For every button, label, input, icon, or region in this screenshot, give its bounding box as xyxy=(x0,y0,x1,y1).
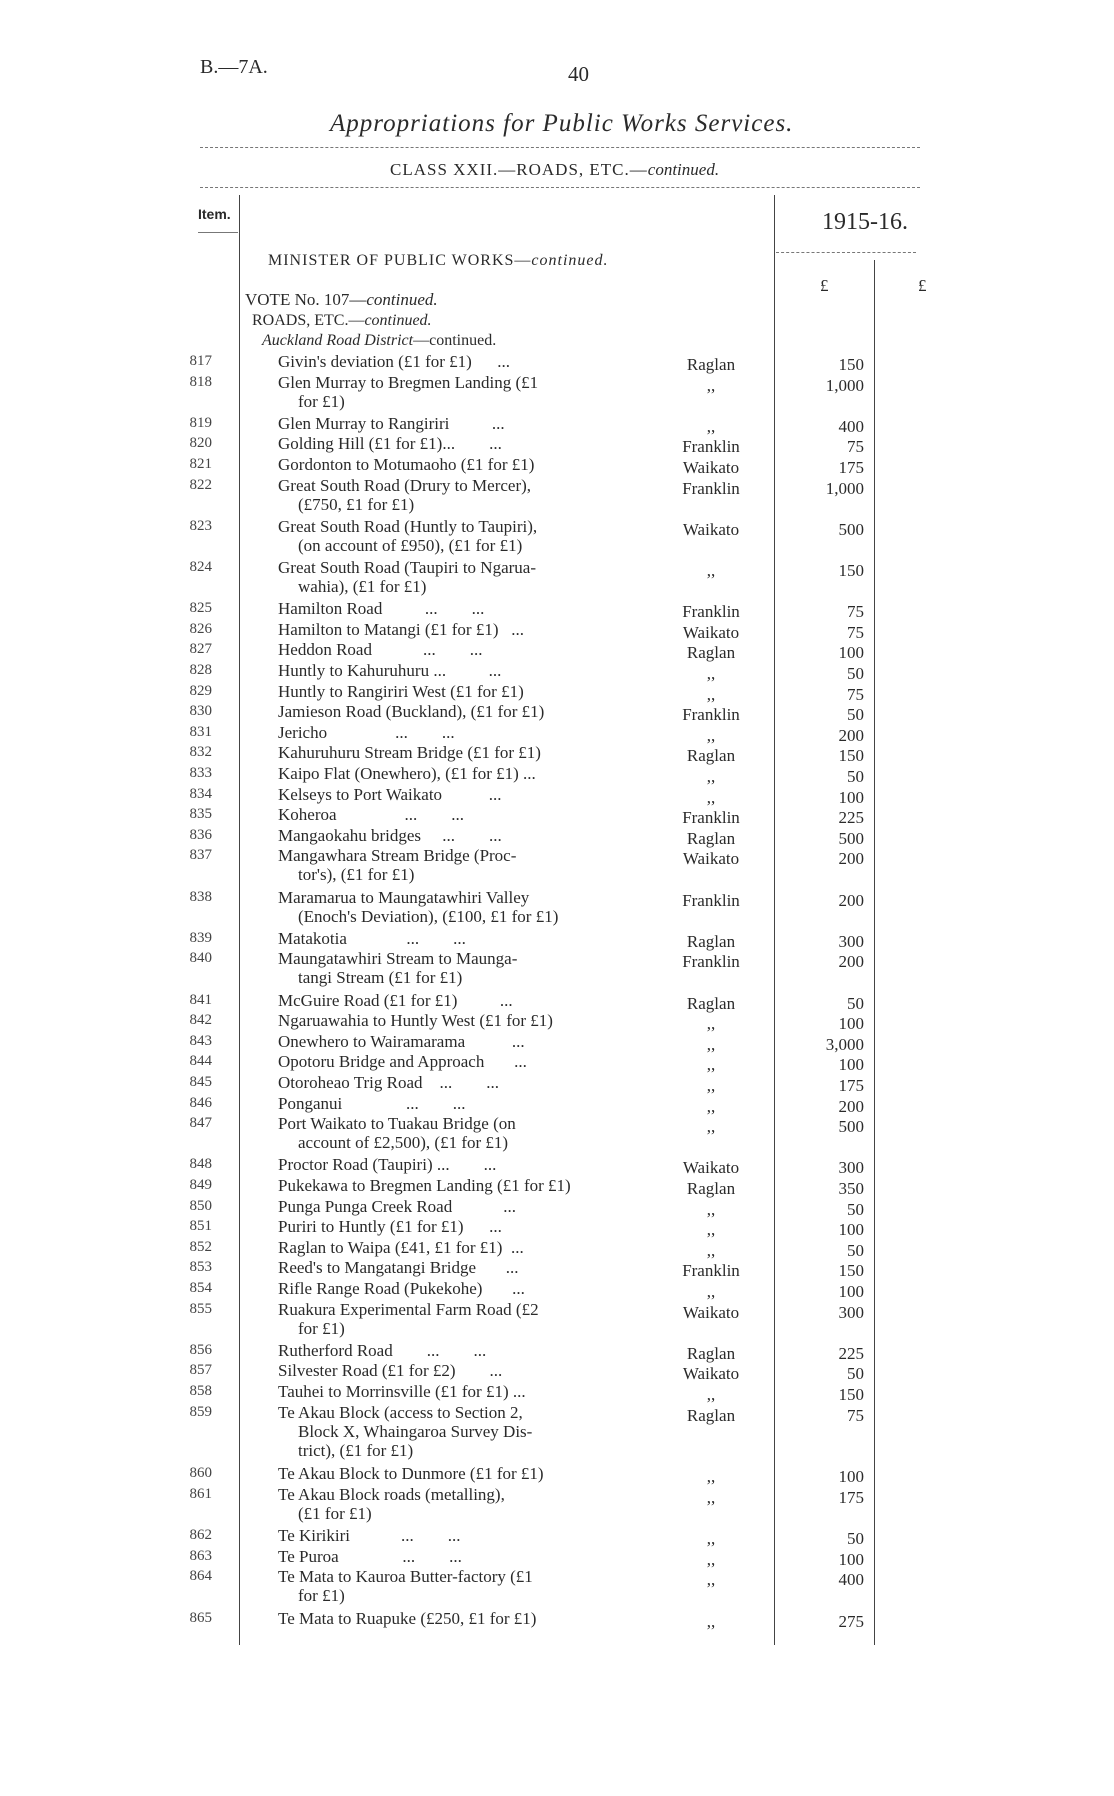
description-line: Great South Road (Huntly to Taupiri), xyxy=(278,516,538,536)
class-rule xyxy=(200,187,920,188)
item-description xyxy=(278,764,536,783)
item-number: 858 xyxy=(189,1383,212,1399)
amount: 200 xyxy=(838,952,864,972)
item-number: 834 xyxy=(189,785,212,802)
item-number: 863 xyxy=(189,1547,212,1564)
electorate: Waikato xyxy=(682,1158,740,1178)
amount: 200 xyxy=(838,725,864,745)
description-line: (Enoch's Deviation), (£100, £1 for £1) xyxy=(298,906,559,926)
item-description xyxy=(278,1300,539,1338)
electorate: ,, xyxy=(706,1240,716,1260)
amount: 300 xyxy=(838,1158,864,1178)
electorate: ,, xyxy=(706,1488,716,1507)
minister-heading-continued: continued. xyxy=(531,252,609,269)
description-line: Punga Punga Creek Road ... xyxy=(278,1196,516,1216)
roads-heading-text: ROADS, ETC.— xyxy=(252,312,365,329)
description-line: Opotoru Bridge and Approach ... xyxy=(278,1052,527,1072)
item-number: 821 xyxy=(189,456,212,472)
item-number: 843 xyxy=(189,1032,212,1049)
item-description xyxy=(278,991,513,1010)
district-heading xyxy=(262,332,496,350)
class-heading xyxy=(390,160,719,180)
description-line: Jamieson Road (Buckland), (£1 for £1) xyxy=(278,702,545,722)
item-number: 825 xyxy=(189,600,212,617)
amount: 150 xyxy=(838,561,864,580)
amount: 500 xyxy=(838,828,864,848)
amount: 500 xyxy=(838,519,864,539)
electorate: ,, xyxy=(706,767,716,786)
electorate: Waikato xyxy=(682,458,740,477)
amount: 50 xyxy=(847,1199,864,1219)
description-line: Great South Road (Taupiri to Ngarua- xyxy=(278,558,536,577)
item-number: 838 xyxy=(189,888,212,905)
amount: 200 xyxy=(838,890,864,910)
description-line: Te Mata to Ruapuke (£250, £1 for £1) xyxy=(278,1608,537,1628)
minister-heading xyxy=(268,252,609,270)
item-description xyxy=(278,888,558,926)
description-line: Ponganui ... ... xyxy=(278,1093,466,1113)
page-title: Appropriations for Public Works Services. xyxy=(330,110,794,137)
document-reference: B.—7A. xyxy=(200,56,268,78)
description-line: Jericho ... ... xyxy=(278,722,455,742)
description-line: Silvester Road (£1 for £2) ... xyxy=(278,1361,503,1381)
amount: 75 xyxy=(847,684,864,704)
item-number: 862 xyxy=(189,1527,212,1544)
item-description xyxy=(278,373,538,411)
item-description xyxy=(278,558,536,596)
amount: 150 xyxy=(838,355,864,374)
item-description xyxy=(278,640,482,659)
amount: 50 xyxy=(847,1529,864,1549)
amount: 175 xyxy=(838,1076,864,1095)
description-line: Golding Hill (£1 for £1)... ... xyxy=(278,434,502,454)
description-line: Te Akau Block roads (metalling), xyxy=(278,1485,505,1504)
description-line: Heddon Road ... ... xyxy=(278,640,483,660)
amount: 200 xyxy=(838,849,864,869)
amount: 100 xyxy=(838,1549,864,1569)
amount: 150 xyxy=(838,1385,864,1404)
electorate: ,, xyxy=(706,561,716,580)
item-number: 853 xyxy=(189,1259,212,1276)
description-line: Rifle Range Road (Pukekohe) ... xyxy=(278,1279,525,1298)
pound-symbol-left: £ xyxy=(820,276,829,295)
description-line: Puriri to Huntly (£1 for £1) ... xyxy=(278,1217,502,1237)
electorate: ,, xyxy=(706,1014,716,1034)
amount: 175 xyxy=(838,458,864,477)
item-number: 818 xyxy=(189,373,212,390)
year-header-rule xyxy=(776,252,916,253)
description-line: Onewhero to Wairamarama ... xyxy=(278,1031,525,1051)
item-description xyxy=(278,1052,527,1071)
description-line: Huntly to Rangiriri West (£1 for £1) xyxy=(278,681,524,701)
electorate-column-divider xyxy=(774,195,775,1645)
electorate: ,, xyxy=(706,1549,716,1569)
item-description xyxy=(278,1011,553,1030)
electorate: ,, xyxy=(706,1570,716,1590)
description-line: Rutherford Road ... ... xyxy=(278,1340,487,1360)
roads-heading xyxy=(252,312,432,330)
item-description xyxy=(278,1341,486,1360)
item-description xyxy=(278,805,464,824)
item-description xyxy=(278,1032,525,1051)
item-number: 839 xyxy=(189,929,212,946)
amount: 75 xyxy=(847,437,864,457)
electorate: ,, xyxy=(706,787,716,807)
item-description xyxy=(278,352,510,371)
amount: 1,000 xyxy=(825,478,864,498)
amount: 100 xyxy=(838,643,864,663)
description-line: account of £2,500), (£1 for £1) xyxy=(298,1133,509,1153)
item-description xyxy=(278,723,455,742)
amount-column-divider xyxy=(874,260,875,1645)
description-line: Te Akau Block (access to Section 2, xyxy=(278,1402,523,1422)
electorate: ,, xyxy=(706,1282,716,1301)
description-line: Glen Murray to Bregmen Landing (£1 xyxy=(278,372,539,392)
description-line: Maramarua to Maungatawhiri Valley xyxy=(278,887,530,907)
item-description xyxy=(278,1094,465,1113)
amount: 100 xyxy=(838,1467,864,1487)
item-number: 820 xyxy=(189,435,212,452)
description-line: Huntly to Kahuruhuru ... ... xyxy=(278,661,502,680)
item-description xyxy=(278,1547,462,1566)
item-description xyxy=(278,455,534,474)
item-number: 823 xyxy=(189,517,212,534)
item-description xyxy=(278,1279,525,1298)
amount: 100 xyxy=(838,787,864,807)
electorate: ,, xyxy=(706,416,716,436)
item-description xyxy=(278,1609,536,1628)
item-description xyxy=(278,1176,571,1195)
amount: 150 xyxy=(838,1261,864,1281)
description-line: Hamilton Road ... ... xyxy=(278,599,485,619)
item-number: 842 xyxy=(189,1012,212,1029)
description-line: Hamilton to Matangi (£1 for £1) ... xyxy=(278,619,524,639)
amount: 50 xyxy=(847,767,864,786)
electorate: ,, xyxy=(706,1096,716,1116)
item-description xyxy=(278,1258,519,1277)
class-heading-text: CLASS XXII.—ROADS, ETC.— xyxy=(390,160,648,179)
electorate: Raglan xyxy=(686,1179,736,1198)
item-description xyxy=(278,517,537,555)
electorate: Raglan xyxy=(686,993,736,1013)
item-number: 833 xyxy=(189,765,212,781)
electorate: ,, xyxy=(706,725,716,745)
description-line: Kahuruhuru Stream Bridge (£1 for £1) xyxy=(278,743,541,763)
electorate: ,, xyxy=(706,1034,716,1054)
pound-symbol-right: £ xyxy=(918,276,927,295)
item-number: 845 xyxy=(189,1074,212,1090)
item-description xyxy=(278,785,502,804)
electorate: Franklin xyxy=(682,602,740,622)
item-number: 847 xyxy=(189,1115,212,1132)
class-heading-continued: continued. xyxy=(647,160,720,179)
roads-heading-continued: continued. xyxy=(364,312,432,329)
item-number: 817 xyxy=(189,353,212,369)
amount: 100 xyxy=(838,1014,864,1034)
item-description xyxy=(278,1464,544,1483)
amount: 225 xyxy=(838,1343,864,1363)
electorate: ,, xyxy=(706,1611,716,1631)
electorate: Raglan xyxy=(686,746,736,766)
electorate: ,, xyxy=(706,1385,716,1404)
item-number: 835 xyxy=(189,806,212,823)
title-rule xyxy=(200,147,920,148)
electorate: ,, xyxy=(706,1199,716,1219)
vote-heading-text: VOTE No. 107— xyxy=(245,290,367,309)
description-line: (£1 for £1) xyxy=(298,1504,372,1523)
amount: 400 xyxy=(838,416,864,436)
amount: 1,000 xyxy=(825,375,864,395)
electorate: Franklin xyxy=(682,705,740,725)
description-line: tor's), (£1 for £1) xyxy=(298,865,415,885)
description-line: McGuire Road (£1 for £1) ... xyxy=(278,990,513,1010)
item-description xyxy=(278,682,524,701)
electorate: Franklin xyxy=(682,808,740,828)
item-column-header: Item. xyxy=(198,206,231,222)
electorate: Franklin xyxy=(682,478,740,498)
item-number: 819 xyxy=(189,414,212,431)
item-description xyxy=(278,1526,460,1545)
electorate: ,, xyxy=(706,1117,716,1137)
item-description xyxy=(278,1403,532,1460)
item-number: 822 xyxy=(189,476,212,493)
description-line: Mangawhara Stream Bridge (Proc- xyxy=(278,846,517,866)
description-line: Tauhei to Morrinsville (£1 for £1) ... xyxy=(278,1382,526,1401)
description-line: Gordonton to Motumaoho (£1 for £1) xyxy=(278,455,535,474)
amount: 75 xyxy=(847,1405,864,1425)
vote-heading xyxy=(245,290,438,310)
description-line: Matakotia ... ... xyxy=(278,928,466,948)
item-number: 826 xyxy=(189,620,212,637)
description-line: Givin's deviation (£1 for £1) ... xyxy=(278,352,511,371)
amount: 50 xyxy=(847,1240,864,1260)
item-number: 852 xyxy=(189,1238,212,1255)
item-number: 828 xyxy=(189,662,212,678)
item-number: 824 xyxy=(189,559,212,575)
item-description xyxy=(278,846,516,884)
vote-heading-continued: continued. xyxy=(366,290,438,309)
description-line: Te Mata to Kauroa Butter-factory (£1 xyxy=(278,1567,533,1587)
item-description xyxy=(278,1485,505,1523)
amount: 50 xyxy=(847,664,864,683)
electorate: Raglan xyxy=(686,931,736,951)
electorate: Franklin xyxy=(682,952,740,972)
item-description xyxy=(278,949,517,987)
item-number: 840 xyxy=(189,950,212,967)
electorate: Waikato xyxy=(682,1364,740,1384)
electorate: ,, xyxy=(706,375,716,395)
amount: 150 xyxy=(838,746,864,766)
amount: 50 xyxy=(847,705,864,725)
electorate: ,, xyxy=(706,664,716,683)
item-number: 844 xyxy=(189,1053,212,1070)
amount: 100 xyxy=(838,1282,864,1301)
item-description xyxy=(278,1155,496,1174)
item-number: 848 xyxy=(189,1156,212,1173)
item-number: 861 xyxy=(189,1486,212,1502)
item-number: 841 xyxy=(189,991,212,1008)
amount: 300 xyxy=(838,1302,864,1322)
item-number: 857 xyxy=(189,1362,212,1379)
item-description xyxy=(278,1382,526,1401)
item-description xyxy=(278,414,505,433)
item-number: 856 xyxy=(189,1341,212,1358)
electorate: Waikato xyxy=(682,1302,740,1322)
item-number: 860 xyxy=(189,1465,212,1482)
electorate: ,, xyxy=(706,684,716,704)
description-line: Block X, Whaingaroa Survey Dis- xyxy=(298,1421,533,1441)
description-line: for £1) xyxy=(298,391,345,411)
description-line: Port Waikato to Tuakau Bridge (on xyxy=(278,1114,516,1134)
electorate: Raglan xyxy=(686,1405,736,1425)
item-description xyxy=(278,1567,533,1605)
amount: 50 xyxy=(847,993,864,1013)
item-description xyxy=(278,1197,516,1216)
description-line: Mangaokahu bridges ... ... xyxy=(278,825,502,845)
amount: 100 xyxy=(838,1220,864,1240)
description-line: Reed's to Mangatangi Bridge ... xyxy=(278,1258,519,1278)
item-description xyxy=(278,1217,502,1236)
amount: 3,000 xyxy=(825,1034,864,1054)
description-line: Proctor Road (Taupiri) ... ... xyxy=(278,1155,497,1175)
description-line: Te Puroa ... ... xyxy=(278,1546,462,1566)
electorate: Waikato xyxy=(682,622,740,642)
item-number: 836 xyxy=(189,826,212,843)
electorate: Franklin xyxy=(682,890,740,910)
item-description xyxy=(278,620,524,639)
item-number: 859 xyxy=(189,1403,212,1420)
electorate: Waikato xyxy=(682,849,740,869)
item-number: 865 xyxy=(189,1609,212,1626)
description-line: Ngaruawahia to Huntly West (£1 for £1) xyxy=(278,1011,553,1031)
item-description xyxy=(278,1361,502,1380)
item-number: 854 xyxy=(189,1280,212,1296)
description-line: Glen Murray to Rangiriri ... xyxy=(278,413,505,433)
year-column-header: 1915-16. xyxy=(822,209,908,235)
description-line: Otoroheao Trig Road ... ... xyxy=(278,1073,499,1092)
amount: 500 xyxy=(838,1117,864,1137)
item-number: 855 xyxy=(189,1300,212,1317)
amount: 75 xyxy=(847,602,864,622)
amount: 175 xyxy=(838,1488,864,1507)
electorate: ,, xyxy=(706,1467,716,1487)
item-number: 851 xyxy=(189,1218,212,1235)
amount: 200 xyxy=(838,1096,864,1116)
electorate: ,, xyxy=(706,1220,716,1240)
electorate: Raglan xyxy=(686,828,736,848)
district-heading-text: Auckland Road District xyxy=(262,332,414,349)
item-description xyxy=(278,476,531,514)
description-line: Raglan to Waipa (£41, £1 for £1) ... xyxy=(278,1237,524,1257)
amount: 100 xyxy=(838,1055,864,1075)
description-line: tangi Stream (£1 for £1) xyxy=(298,968,463,988)
description-line: Kelseys to Port Waikato ... xyxy=(278,784,502,804)
description-line: Great South Road (Drury to Mercer), xyxy=(278,475,532,495)
description-line: wahia), (£1 for £1) xyxy=(298,577,427,596)
item-description xyxy=(278,1114,516,1152)
item-number: 830 xyxy=(189,703,212,720)
electorate: ,, xyxy=(706,1076,716,1095)
electorate: Raglan xyxy=(686,355,736,374)
minister-heading-text: MINISTER OF PUBLIC WORKS— xyxy=(268,252,532,269)
item-description xyxy=(278,743,541,762)
electorate: Raglan xyxy=(686,643,736,663)
district-heading-continued: —continued. xyxy=(413,332,497,349)
description-line: Maungatawhiri Stream to Maunga- xyxy=(278,949,518,969)
amount: 350 xyxy=(838,1179,864,1198)
description-line: trict), (£1 for £1) xyxy=(298,1440,414,1460)
item-header-rule xyxy=(198,232,238,233)
item-description xyxy=(278,1238,524,1257)
description-line: Koheroa ... ... xyxy=(278,805,465,825)
electorate: Franklin xyxy=(682,1261,740,1281)
item-column-divider xyxy=(239,195,240,1645)
item-number: 846 xyxy=(189,1094,212,1111)
electorate: ,, xyxy=(706,1055,716,1075)
description-line: Te Kirikiri ... ... xyxy=(278,1526,461,1546)
item-description xyxy=(278,434,502,453)
item-description xyxy=(278,702,544,721)
item-number: 850 xyxy=(189,1197,212,1214)
description-line: for £1) xyxy=(298,1318,345,1338)
item-description xyxy=(278,826,502,845)
description-line: for £1) xyxy=(298,1586,345,1606)
page-number: 40 xyxy=(568,62,589,86)
amount: 300 xyxy=(838,931,864,951)
item-number: 829 xyxy=(189,682,212,699)
item-number: 831 xyxy=(189,723,212,740)
description-line: (on account of £950), (£1 for £1) xyxy=(298,535,523,555)
item-number: 864 xyxy=(189,1568,212,1585)
description-line: Pukekawa to Bregmen Landing (£1 for £1) xyxy=(278,1176,571,1195)
amount: 75 xyxy=(847,622,864,642)
electorate: Raglan xyxy=(686,1343,736,1363)
amount: 275 xyxy=(838,1611,864,1631)
amount: 225 xyxy=(838,808,864,828)
item-number: 837 xyxy=(189,847,212,864)
item-description xyxy=(278,661,501,680)
amount: 50 xyxy=(847,1364,864,1384)
item-description xyxy=(278,929,466,948)
electorate: Waikato xyxy=(682,519,740,539)
item-description xyxy=(278,599,484,618)
item-number: 827 xyxy=(189,641,212,658)
description-line: Te Akau Block to Dunmore (£1 for £1) xyxy=(278,1464,544,1484)
description-line: (£750, £1 for £1) xyxy=(298,494,415,514)
description-line: Ruakura Experimental Farm Road (£2 xyxy=(278,1299,539,1319)
description-line: Kaipo Flat (Onewhero), (£1 for £1) ... xyxy=(278,764,536,783)
amount: 400 xyxy=(838,1570,864,1590)
electorate: ,, xyxy=(706,1529,716,1549)
item-number: 832 xyxy=(189,744,212,761)
electorate: Franklin xyxy=(682,437,740,457)
item-description xyxy=(278,1073,499,1092)
item-number: 849 xyxy=(189,1177,212,1193)
